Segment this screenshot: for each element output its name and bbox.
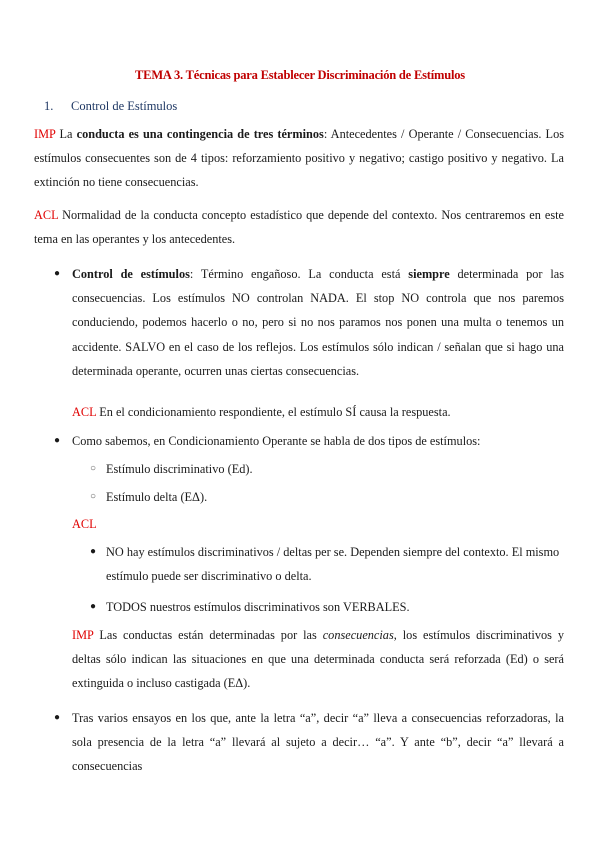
acl-item-2: TODOS nuestros estímulos discriminativos son VERBALES.	[106, 600, 410, 614]
bullet-1-text	[72, 262, 564, 383]
acl-tag: ACL	[34, 208, 59, 222]
bullet-2-text: Como sabemos, en Condicionamiento Operante se habla de dos tipos de estímulos:	[72, 434, 481, 448]
acl-tag: ACL	[72, 405, 97, 419]
acl-paragraph	[34, 203, 564, 251]
imp-tag: IMP	[72, 628, 94, 642]
p2-text: Normalidad de la conducta concepto estadístico que depende del contexto. Nos centraremos en este tema en las operantes y los antecedentes.	[34, 208, 564, 247]
bullet-glyph: ●	[54, 268, 61, 279]
bullet-1-acl-note	[72, 400, 451, 424]
section-label: Control de Estímulos	[71, 99, 178, 113]
bullet-glyph: ●	[54, 712, 61, 723]
section-heading	[44, 99, 177, 114]
circle-glyph: ○	[90, 491, 97, 502]
sub-item-1: Estímulo discriminativo (Ed).	[106, 462, 253, 476]
acl-item-1: NO hay estímulos discriminativos / deltas per se. Dependen siempre del contexto. El mismo estímulo puede ser discriminativo o delta.	[106, 545, 560, 584]
sub-item-2: Estímulo delta (EΔ).	[106, 490, 208, 504]
section-number: 1.	[44, 99, 54, 113]
imp-note	[72, 623, 564, 696]
bullet-glyph: ●	[90, 546, 97, 557]
b1-text-a: : Término engañoso. La conducta está	[189, 267, 409, 281]
p1-pre: La	[59, 127, 77, 141]
b1-text-b: determinada por las consecuencias. Los estímulos NO controlan NADA. El stop NO controla que nos paremos conduciendo, podemos hacerlo o no, pero si no nos paramos nos ponen una multa o tenemos un accidente. SALVO en el caso de los reflejos. Los estímulos sólo indican / señalan que si hago una determinada operante, ocurren unas ciertas consecuencias.	[72, 267, 564, 378]
bullet-glyph: ●	[54, 435, 61, 446]
imp-italic: consecuencias	[322, 628, 394, 642]
imp-paragraph	[34, 122, 564, 195]
b1-acl-text: En el condicionamiento respondiente, el estímulo SÍ causa la respuesta.	[99, 405, 451, 419]
imp-post: , los estímulos discriminativos y deltas sólo indican las situaciones en que una determinada conducta será reforzada (Ed) o será extinguida o incluso castigada (EΔ).	[72, 628, 564, 691]
circle-glyph: ○	[90, 463, 97, 474]
document-title: TEMA 3. Técnicas para Establecer Discriminación de Estímulos	[135, 68, 465, 82]
bullet-3-text: Tras varios ensayos en los que, ante la letra “a”, decir “a” lleva a consecuencias reforzadoras, la sola presencia de la letra “a” llevará al sujeto a decir… “a”. Y ante “b”, decir “a” llevará a consecuencias	[72, 711, 564, 774]
acl-tag: ACL	[72, 517, 97, 531]
imp-tag: IMP	[34, 127, 56, 141]
p1-bold: conducta es una contingencia de tres términos	[76, 127, 324, 141]
imp-pre: Las conductas están determinadas por las	[99, 628, 323, 642]
bullet-glyph: ●	[90, 601, 97, 612]
b1-bold: Control de estímulos	[72, 267, 190, 281]
p1-post: : Antecedentes / Operante / Consecuencias. Los estímulos consecuentes son de 4 tipos: reforzamiento positivo y negativo; castigo positivo y negativo. La extinción no tiene consecuencias.	[34, 127, 565, 190]
b1-bold2: siempre	[408, 267, 450, 281]
